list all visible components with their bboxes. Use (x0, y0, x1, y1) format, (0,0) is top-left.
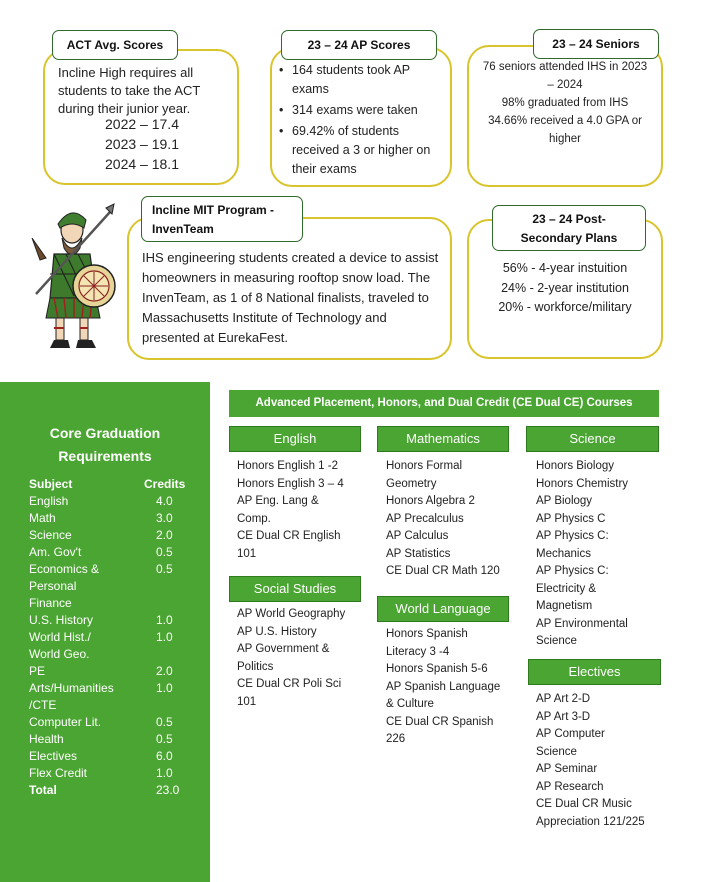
course-item: CE Dual CR Spanish 226 (386, 715, 494, 745)
ap-tag: 23 – 24 AP Scores (281, 30, 437, 60)
course-item: Honors English 3 – 4 (237, 477, 344, 490)
requirement-row (29, 765, 199, 782)
requirement-credits: 0.5 (156, 732, 173, 746)
course-item: AP Precalculus (386, 512, 464, 525)
requirement-credits: 0.5 (156, 715, 173, 729)
act-tag: ACT Avg. Scores (52, 30, 178, 60)
requirement-credits: 4.0 (156, 494, 173, 508)
electives-course-list (536, 691, 658, 831)
requirement-row (29, 612, 199, 629)
mit-tag: Incline MIT Program - InvenTeam (141, 196, 303, 242)
seniors-line-1: 76 seniors attended IHS in 2023 – 2024 (482, 61, 648, 91)
ap-bullets (279, 61, 447, 179)
social-studies-course-list (237, 606, 357, 711)
social-studies-header: Social Studies (229, 576, 361, 602)
requirement-subject: U.S. History (29, 613, 94, 627)
seniors-line-3: 34.66% received a 4.0 GPA or higher (488, 115, 642, 145)
requirement-row (29, 731, 199, 748)
course-item: AP Art 2-D (536, 693, 591, 705)
course-item: Honors Chemistry (536, 477, 629, 490)
plans-line-2: 24% - 2-year institution (501, 281, 629, 295)
plans-line-1: 56% - 4-year instuition (502, 261, 628, 275)
course-item: AP Calculus (386, 530, 449, 542)
courses-banner: Advanced Placement, Honors, and Dual Credit (CE Dual CE) Courses (229, 390, 659, 417)
requirement-credits: 0.5 (156, 562, 173, 576)
requirement-credits: 0.5 (156, 545, 173, 559)
requirement-credits: 2.0 (156, 664, 173, 678)
requirement-subject: Am. Gov't (29, 545, 82, 559)
requirement-subject: English (29, 494, 69, 508)
requirement-credits: 1.0 (156, 630, 173, 644)
world-language-course-list (386, 626, 506, 749)
course-item: Honors English 1 -2 (237, 460, 338, 472)
requirement-row (29, 680, 199, 714)
requirement-subject: Total (29, 783, 57, 797)
course-item: AP Physics C: Electricity & Magnetism (536, 565, 609, 612)
ap-bullet: • 314 exams were taken (279, 101, 447, 120)
english-header: English (229, 426, 361, 452)
seniors-tag: 23 – 24 Seniors (533, 29, 659, 59)
plans-tag: 23 – 24 Post-Secondary Plans (492, 205, 646, 251)
requirement-row (29, 493, 199, 510)
requirement-subject: World Hist./ World Geo. (29, 630, 91, 661)
requirement-credits: 3.0 (156, 511, 173, 525)
requirement-subject: Math (29, 511, 56, 525)
requirement-row (29, 663, 199, 680)
plans-line-3: 20% - workforce/military (498, 300, 632, 314)
requirement-subject: Arts/Humanities /CTE (29, 681, 114, 712)
requirement-subject: Economics & Personal Finance (29, 562, 100, 610)
requirement-credits: 23.0 (156, 783, 180, 797)
course-item: CE Dual CR Poli Sci 101 (237, 678, 342, 708)
course-item: AP Statistics (386, 547, 451, 560)
mathematics-header: Mathematics (377, 426, 509, 452)
course-item: Honors Formal Geometry (386, 460, 463, 490)
highlander-mascot-image (14, 198, 126, 358)
course-item: AP Art 3-D (536, 710, 591, 723)
requirement-row (29, 510, 199, 527)
mit-description: IHS engineering students created a device to assist homeowners in measuring rooftop snow load. The InvenTeam, as 1 of 8 National finalists, traveled to Massachusetts Institute of Technology and presented at EurekaFest. (142, 250, 439, 345)
course-item: AP Biology (536, 495, 593, 507)
requirement-row (29, 748, 199, 765)
course-item: Honors Biology (536, 460, 614, 472)
science-course-list (536, 458, 654, 651)
english-course-list (237, 458, 357, 563)
seniors-line-2: 98% graduated from IHS (501, 97, 629, 109)
requirement-subject: Health (29, 732, 64, 746)
requirement-row-total (29, 782, 199, 799)
requirement-subject: Science (29, 528, 72, 542)
requirement-row (29, 714, 199, 731)
requirement-row (29, 629, 199, 663)
course-item: AP Physics C (536, 512, 606, 525)
course-item: AP U.S. History (237, 625, 317, 638)
course-item: AP Research (536, 780, 604, 793)
course-item: Honors Spanish Literacy 3 -4 (386, 628, 468, 658)
course-item: AP Government & Politics (237, 643, 330, 673)
act-score-2024: 2024 – 18.1 (105, 156, 179, 172)
course-item: AP Physics C: Mechanics (536, 530, 609, 560)
course-item: AP Seminar (536, 763, 598, 775)
course-item: AP Computer Science (536, 728, 605, 758)
course-item: AP World Geography (237, 608, 346, 620)
course-item: AP Environmental Science (536, 617, 628, 647)
act-intro: Incline High requires all students to take the ACT during their junior year. (58, 65, 201, 116)
credits-header: Credits (144, 477, 186, 491)
electives-header: Electives (528, 659, 661, 685)
requirement-credits: 1.0 (156, 681, 173, 695)
requirement-row (29, 561, 199, 612)
act-score-2022: 2022 – 17.4 (105, 116, 179, 132)
course-item: AP Spanish Language & Culture (386, 680, 501, 710)
requirement-subject: Flex Credit (29, 766, 88, 780)
mathematics-course-list (386, 458, 506, 581)
core-requirements-title: Core Graduation Requirements (49, 425, 161, 464)
world-language-header: World Language (377, 596, 509, 622)
requirement-credits: 6.0 (156, 749, 173, 763)
course-item: CE Dual CR English 101 (237, 530, 341, 560)
requirement-credits: 2.0 (156, 528, 173, 542)
course-item: Honors Spanish 5-6 (386, 663, 488, 675)
requirement-credits: 1.0 (156, 613, 173, 627)
requirement-subject: Computer Lit. (29, 715, 102, 729)
course-item: CE Dual CR Math 120 (386, 565, 500, 577)
requirement-subject: Electives (29, 749, 78, 763)
requirement-credits: 1.0 (156, 766, 173, 780)
course-item: CE Dual CR Music Appreciation 121/225 (536, 798, 645, 828)
requirement-subject: PE (29, 664, 46, 678)
science-header: Science (526, 426, 659, 452)
subject-header: Subject (29, 477, 73, 491)
ap-bullet: • 69.42% of students received a 3 or higher on their exams (279, 122, 447, 179)
requirement-row (29, 544, 199, 561)
core-requirements-panel (0, 382, 210, 882)
requirement-row (29, 527, 199, 544)
act-score-2023: 2023 – 19.1 (105, 136, 179, 152)
ap-bullet: • 164 students took AP exams (279, 61, 447, 99)
course-item: Honors Algebra 2 (386, 495, 475, 507)
course-item: AP Eng. Lang & Comp. (237, 495, 319, 525)
